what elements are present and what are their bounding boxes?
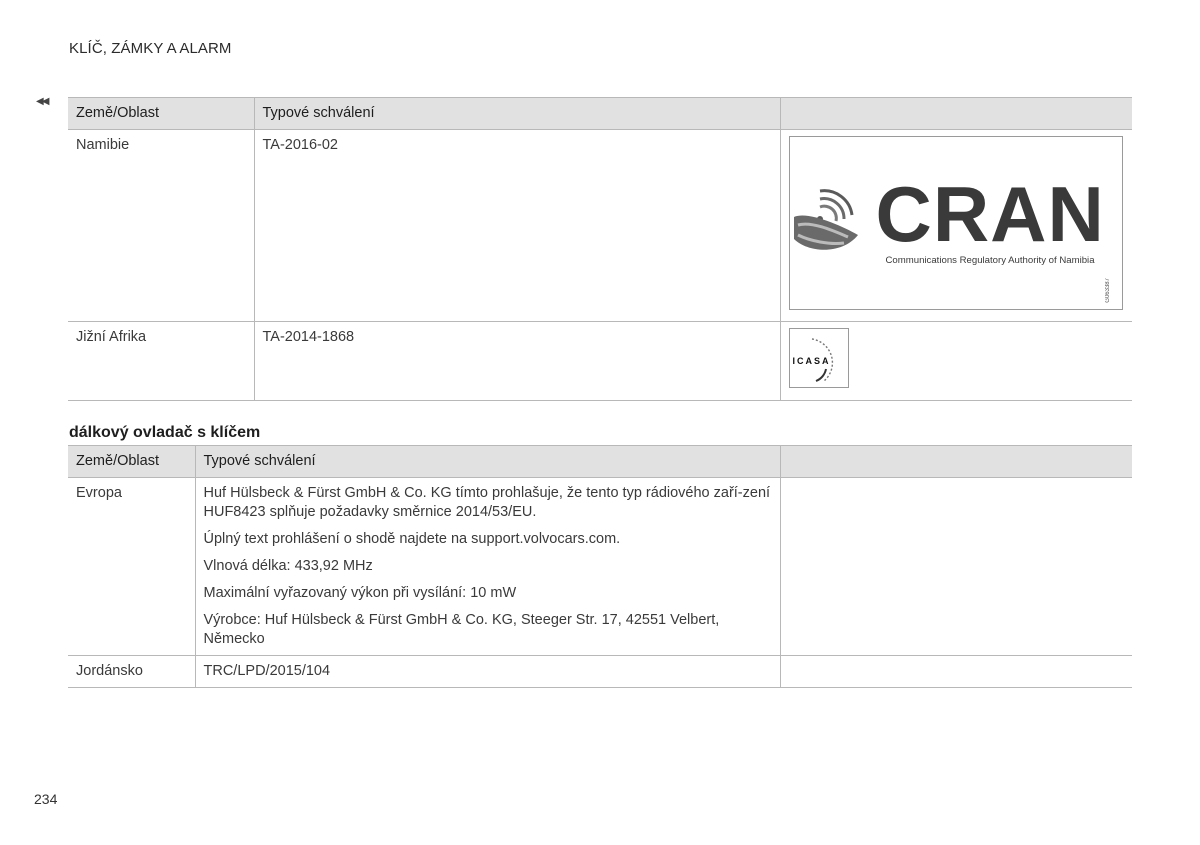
column-header-empty <box>780 446 1132 478</box>
country-cell: Jižní Afrika <box>68 322 254 401</box>
satellite-dish-icon <box>790 181 870 263</box>
table-row <box>68 656 1132 688</box>
logo-cell <box>780 130 1132 322</box>
power-paragraph: Maximální vyřazovaný výkon při vysílání: 10 mW <box>203 585 517 601</box>
country-cell: Namibie <box>68 130 254 322</box>
country-cell: Evropa <box>68 478 195 656</box>
page-number: 234 <box>34 791 58 807</box>
approval-table-1 <box>68 97 1132 401</box>
declaration-paragraph: Huf Hülsbeck & Fürst GmbH & Co. KG tímto prohlašuje, že tento typ rádiového zaří-zení HUF8423 splňuje požadavky směrnice 2014/53/EU. <box>203 485 771 520</box>
table-header-row <box>68 98 1132 130</box>
column-header-country: Země/Oblast <box>68 98 254 130</box>
empty-cell <box>780 656 1132 688</box>
table-row <box>68 130 1132 322</box>
column-header-logo <box>780 98 1132 130</box>
empty-cell <box>780 478 1132 656</box>
icasa-logo <box>789 328 849 388</box>
approval-cell <box>195 478 780 656</box>
country-cell: Jordánsko <box>68 656 195 688</box>
table-row <box>68 478 1132 656</box>
back-marker-icon: ◀◀ <box>36 96 48 107</box>
image-code: G063387 <box>1104 278 1111 303</box>
logo-cell <box>780 322 1132 401</box>
manufacturer-paragraph: Výrobce: Huf Hülsbeck & Fürst GmbH & Co. KG, Steeger Str. 17, 42551 Velbert, Německo <box>203 612 720 647</box>
approval-cell: TRC/LPD/2015/104 <box>195 656 780 688</box>
approval-table-2 <box>68 445 1132 688</box>
frequency-paragraph: Vlnová délka: 433,92 MHz <box>203 558 373 574</box>
page-header-title: KLÍČ, ZÁMKY A ALARM <box>69 40 232 57</box>
declaration-link-paragraph: Úplný text prohlášení o shodě najdete na support.volvocars.com. <box>203 531 621 547</box>
cran-logo-subtitle: Communications Regulatory Authority of Namibia <box>885 255 1095 266</box>
approval-cell: TA-2014-1868 <box>254 322 780 401</box>
table-header-row <box>68 446 1132 478</box>
table-row <box>68 322 1132 401</box>
approval-cell: TA-2016-02 <box>254 130 780 322</box>
column-header-approval: Typové schválení <box>254 98 780 130</box>
section-heading: dálkový ovladač s klíčem <box>69 424 261 441</box>
column-header-approval: Typové schválení <box>195 446 780 478</box>
column-header-country: Země/Oblast <box>68 446 195 478</box>
cran-logo <box>789 136 1123 310</box>
cran-logo-word: CRAN <box>875 170 1105 258</box>
icasa-logo-text: ICASA <box>792 356 831 366</box>
